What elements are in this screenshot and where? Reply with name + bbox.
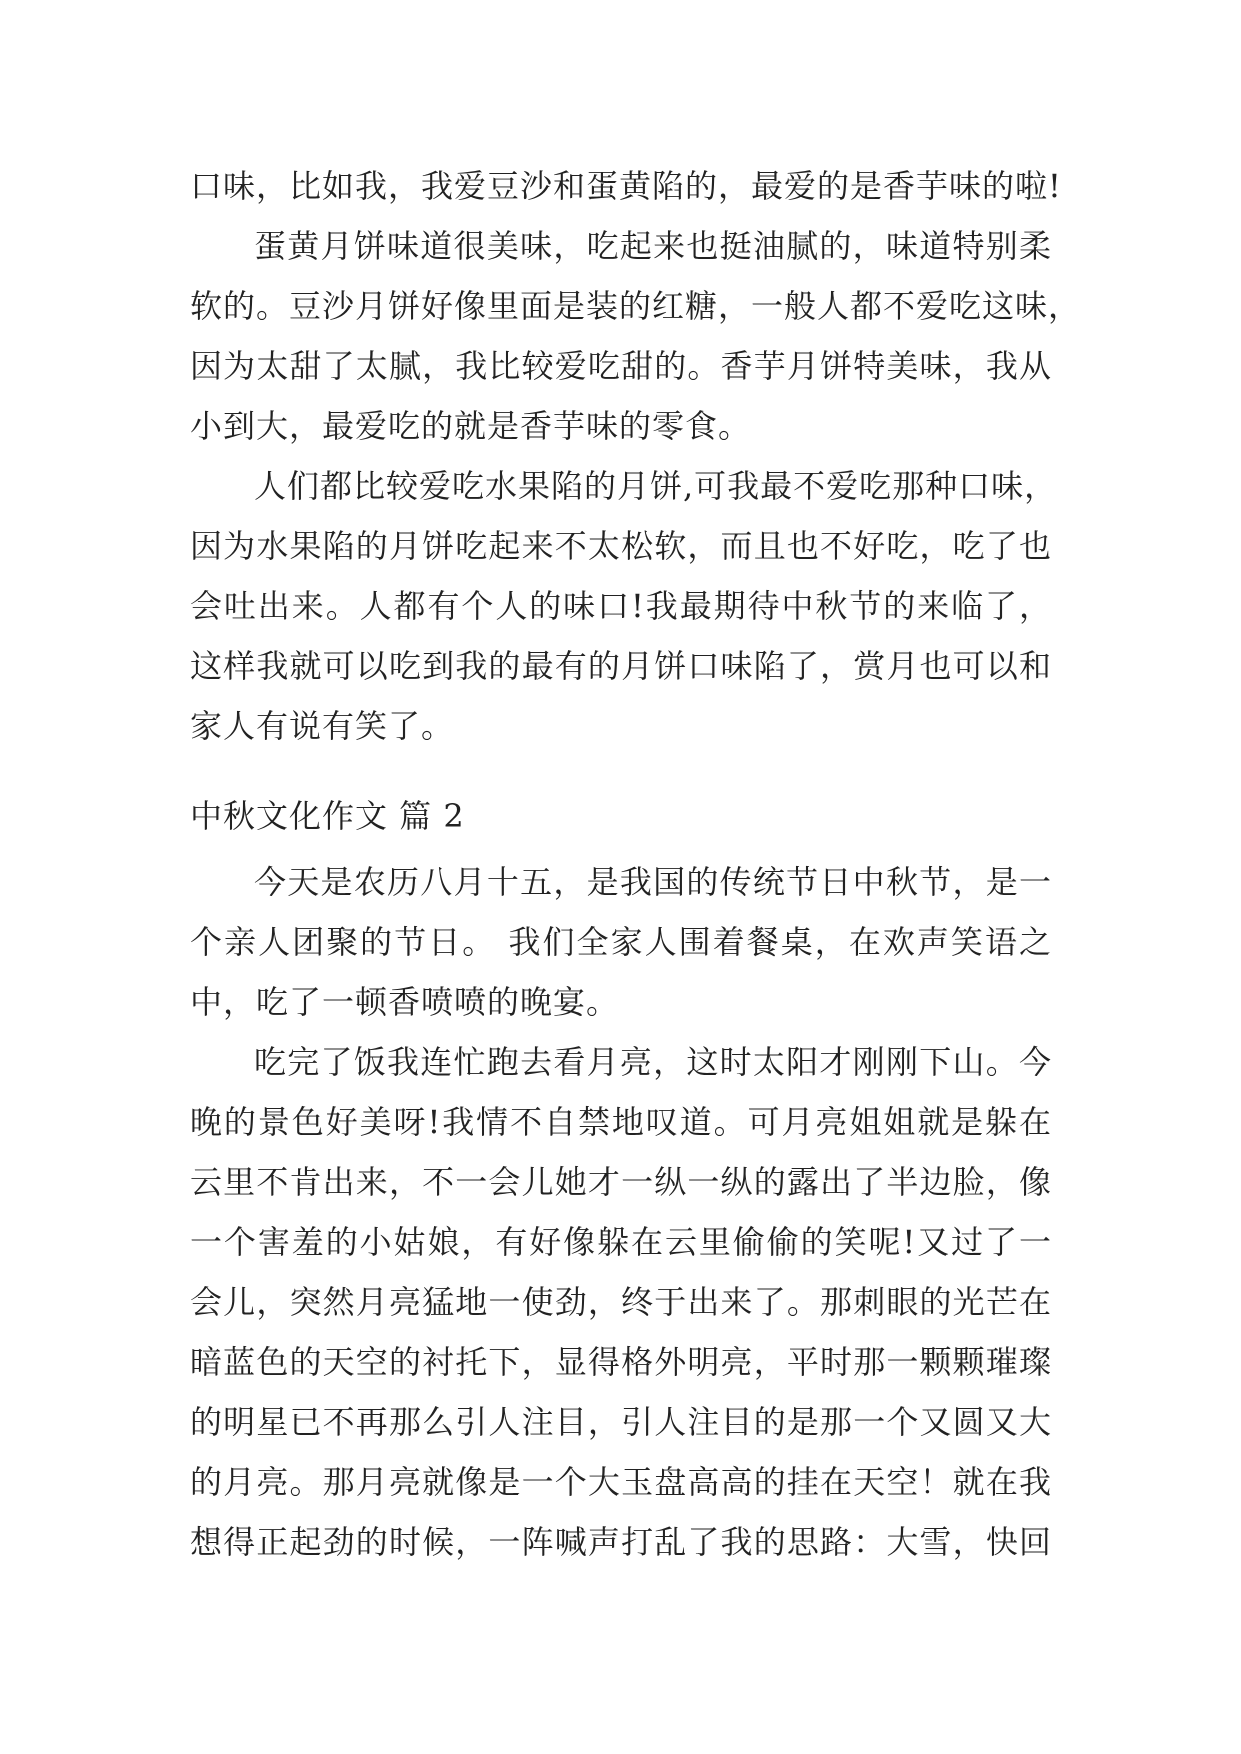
text-line: 晚的景色好美呀!我情不自禁地叹道。可月亮姐姐就是躲在 bbox=[190, 1103, 1052, 1141]
essay-heading: 中秋文化作文 篇 2 bbox=[190, 797, 465, 835]
essay-section-1 bbox=[190, 156, 1082, 756]
text-line: 暗蓝色的天空的衬托下，显得格外明亮，平时那一颗颗璀璨 bbox=[190, 1343, 1052, 1381]
text-line: 软的。豆沙月饼好像里面是装的红糖，一般人都不爱吃这味， bbox=[190, 287, 1082, 325]
text-line: 因为水果陷的月饼吃起来不太松软，而且也不好吃，吃了也 bbox=[190, 527, 1052, 565]
text-line: 会吐出来。人都有个人的味口!我最期待中秋节的来临了， bbox=[190, 587, 1052, 625]
text-line: 蛋黄月饼味道很美味，吃起来也挺油腻的，味道特别柔 bbox=[254, 227, 1052, 265]
text-line: 家人有说有笑了。 bbox=[190, 707, 455, 745]
text-line: 个亲人团聚的节日。 我们全家人围着餐桌，在欢声笑语之 bbox=[190, 923, 1052, 961]
text-line: 中，吃了一顿香喷喷的晚宴。 bbox=[190, 983, 620, 1021]
text-line: 想得正起劲的时候，一阵喊声打乱了我的思路：大雪，快回 bbox=[190, 1523, 1052, 1561]
essay-section-2 bbox=[190, 852, 1052, 1572]
text-line: 口味，比如我，我爱豆沙和蛋黄陷的，最爱的是香芋味的啦! bbox=[190, 167, 1062, 205]
text-line: 云里不肯出来，不一会儿她才一纵一纵的露出了半边脸，像 bbox=[190, 1163, 1052, 1201]
text-line: 会儿，突然月亮猛地一使劲，终于出来了。那刺眼的光芒在 bbox=[190, 1283, 1052, 1321]
text-line: 今天是农历八月十五，是我国的传统节日中秋节，是一 bbox=[254, 863, 1052, 901]
text-line: 小到大，最爱吃的就是香芋味的零食。 bbox=[190, 407, 752, 445]
text-line: 吃完了饭我连忙跑去看月亮，这时太阳才刚刚下山。今 bbox=[254, 1043, 1052, 1081]
text-line: 一个害羞的小姑娘，有好像躲在云里偷偷的笑呢!又过了一 bbox=[190, 1223, 1052, 1261]
text-line: 这样我就可以吃到我的最有的月饼口味陷了，赏月也可以和 bbox=[190, 647, 1052, 685]
text-line: 的明星已不再那么引人注目，引人注目的是那一个又圆又大 bbox=[190, 1403, 1052, 1441]
text-line: 的月亮。那月亮就像是一个大玉盘高高的挂在天空！就在我 bbox=[190, 1463, 1052, 1501]
text-line: 人们都比较爱吃水果陷的月饼,可我最不爱吃那种口味， bbox=[254, 467, 1058, 505]
text-line: 因为太甜了太腻，我比较爱吃甜的。香芋月饼特美味，我从 bbox=[190, 347, 1052, 385]
